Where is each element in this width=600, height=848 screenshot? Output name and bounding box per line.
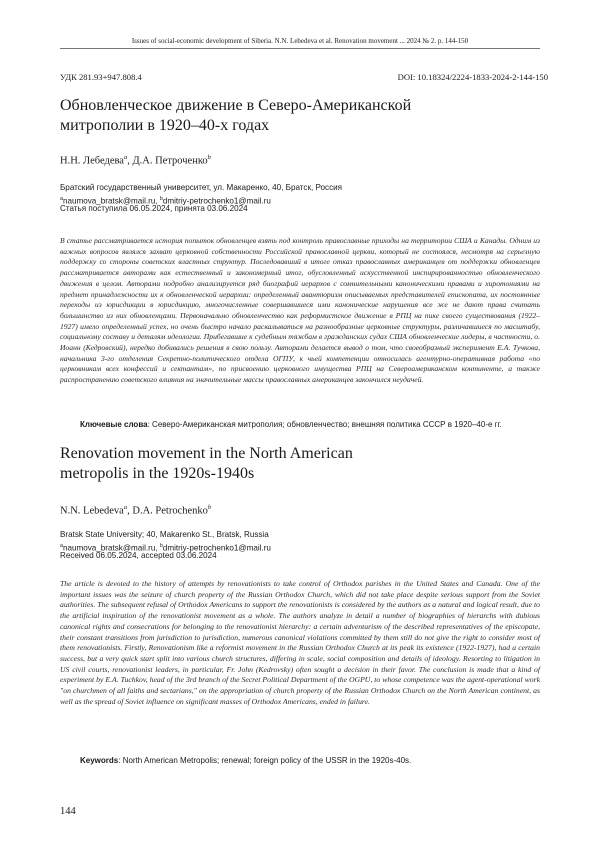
email-b-link[interactable]: dmitriy-petrochenko1@mail.ru — [162, 543, 271, 553]
header-rule — [60, 48, 540, 49]
keywords-text-ru: Северо-Американская митрополия; обновленчество; внешняя политика СССР в 1920–40-е гг. — [152, 420, 502, 429]
received-date-en: Received 06.05.2024, accepted 03.06.2024 — [60, 551, 217, 561]
abstract-en: The article is devoted to the history of attempts by renovationists to take control of Orthodox parishes in the United States and Canada. One of the important issues was the seizure of church property of the Russian Orthodox Church, which did not take place despite serious support from the Soviet authorities. The subsequent refusal of Orthodox Americans to support the renovationists is considered by the authors as a natural and logical result, due to the artificial inspiration of the renovationist movement as a whole. The authors analyze in detail a number of biographies of hierarchs with dubious canonical rights and consecrations for belonging to the renovationist hierarchy: a certain adventurism of the described representatives of the episcopate, their constant transitions from jurisdiction to jurisdiction, numerous canonical violations committed by them still do not give the right to consider most of them renovationists. Firstly, Renovationism like a reformist movement in the Russian Orthodox Church at its peak its existence (1922-1927), had a certain success, but a very quick start split into various church structures, differing in scale, social composition and details of ideology. Resorting to litigation in US civil courts, renovationist leaders, in particular, Fr. John (Kedrovsky) often sought a decision in their favor. The conclusion is made that a kind of experiment by E.A. Tuchkov, head of the 3rd branch of the Secret Political Department of the OGPU, to whose competence was the agent-operational work "on churchmen of all faiths and sectarians," on the appropriation of church property of the Russian Orthodox Church on the North American continent, as well as the spread of Soviet influence on significant masses of Orthodox Americans, ended in failure. — [60, 579, 540, 706]
emails-ru — [60, 194, 540, 205]
emails-en — [60, 541, 540, 552]
email-a-marker: a — [60, 542, 63, 549]
article-title-ru — [60, 96, 540, 136]
author-1-marker: a — [123, 504, 128, 511]
author-1-name: N.N. Lebedeva — [60, 505, 124, 517]
keywords-separator: : — [118, 756, 123, 765]
author-1-name: Н.Н. Лебедева — [60, 155, 124, 167]
keywords-ru — [80, 420, 540, 430]
author-2-marker: b — [207, 504, 212, 511]
author-2-name: D.A. Petrochenko — [132, 505, 208, 517]
authors-ru — [60, 154, 211, 167]
keywords-label-en: Keywords — [80, 756, 119, 765]
title-ru-line-1: Обновленческое движение в Северо-Американской — [60, 97, 412, 114]
author-separator: , — [127, 505, 133, 517]
affiliation-block-en — [60, 530, 540, 562]
affiliation-ru: Братский государственный университет, ул. Макаренко, 40, Братск, Россия — [60, 183, 343, 192]
email-b-marker: b — [159, 542, 163, 549]
title-en-line-1: Renovation movement in the North American — [60, 445, 353, 462]
title-ru-line-2: митрополии в 1920–40-х годах — [60, 117, 270, 134]
keywords-text-en: North American Metropolis; renewal; foreign policy of the USSR in the 1920s-40s. — [122, 756, 412, 765]
affiliation-block-ru — [60, 183, 540, 215]
email-a-link[interactable]: naumova_bratsk@mail.ru — [63, 543, 156, 553]
email-a-marker: a — [60, 195, 63, 202]
received-date-ru: Статья поступила 06.05.2024, принята 03.06.2024 — [60, 204, 248, 214]
affiliation-en: Bratsk State University; 40, Makarenko St., Bratsk, Russia — [60, 530, 269, 539]
keywords-label-ru: Ключевые слова — [80, 420, 148, 429]
email-b-link[interactable]: dmitriy-petrochenko1@mail.ru — [162, 196, 271, 206]
udk-code: УДК 281.93+947.808.4 — [60, 72, 142, 82]
article-title-en — [60, 444, 540, 484]
page-number: 144 — [60, 806, 76, 817]
author-2-name: Д.А. Петроченко — [132, 155, 208, 167]
title-en-line-2: metropolis in the 1920s-1940s — [60, 465, 255, 482]
email-separator: , — [155, 543, 160, 553]
email-b-marker: b — [159, 195, 163, 202]
author-separator: , — [127, 155, 133, 167]
running-header: Issues of social-economic development of Siberia. N.N. Lebedeva et al. Renovation movement ... 2024 № 2. p. 144-150 — [131, 37, 469, 45]
email-separator: , — [155, 196, 160, 206]
author-2-marker: b — [207, 154, 211, 161]
authors-en — [60, 504, 211, 517]
abstract-ru: В статье рассматривается история попыток обновленцев взять под контроль православные приходы на территории США и Канады. Одним из важных вопросов являлся захват церковной собственности Российской православной церкви, который не состоялся, несмотря на серьезную поддержку со стороны советских властных структур. Последовавший в итоге отказ православных американцев от поддержки обновленцев рассматривается авторами как естественный и закономерный итог, обусловленный искусственной инспирированностью обновленческого движения в целом. Авторами подробно анализируется ряд биографий иерархов с сомнительными каноническими правами и хиротониями на предмет принадлежности их к обновленческой иерархии: определенный авантюризм описываемых представителей епископата, их постоянные переходы из юрисдикции в юрисдикцию, многочисленные совершавшиеся ими канонические нарушения все же не дают права считать большинство из них обновленцами. Первоначально обновленчество как реформистское движение в РПЦ на пике своего существования (1922–1927) имело определенный успех, но очень быстро начало раскалываться на разнообразные церковные структуры, различавшиеся по масштабу, социальному составу и деталям идеологии. Прибегавшие к судебным тяжбам в гражданских судах США обновленческие лидеры, в частности, о. Иоанн (Кедровский), нередко добивались решения в свою пользу. Авторами делается вывод о том, что своеобразный эксперимент Е.А. Тучкова, начальника 3-го отделения Секретно-политического отдела ОГПУ, к чьей компетенции относилась агентурно-оперативная работа «по церковникам всех конфессий и сектантам», по присвоению церковного имущества РПЦ на Североамериканском континенте, а также распространению советского влияния на значительные массы православных американцев закончился неудачей. — [60, 236, 540, 385]
author-1-marker: a — [123, 154, 128, 161]
email-a-link[interactable]: naumova_bratsk@mail.ru — [63, 196, 156, 206]
keywords-separator: : — [147, 420, 153, 429]
doi[interactable]: DOI: 10.18324/2224-1833-2024-2-144-150 — [397, 72, 548, 82]
keywords-en — [80, 756, 540, 766]
